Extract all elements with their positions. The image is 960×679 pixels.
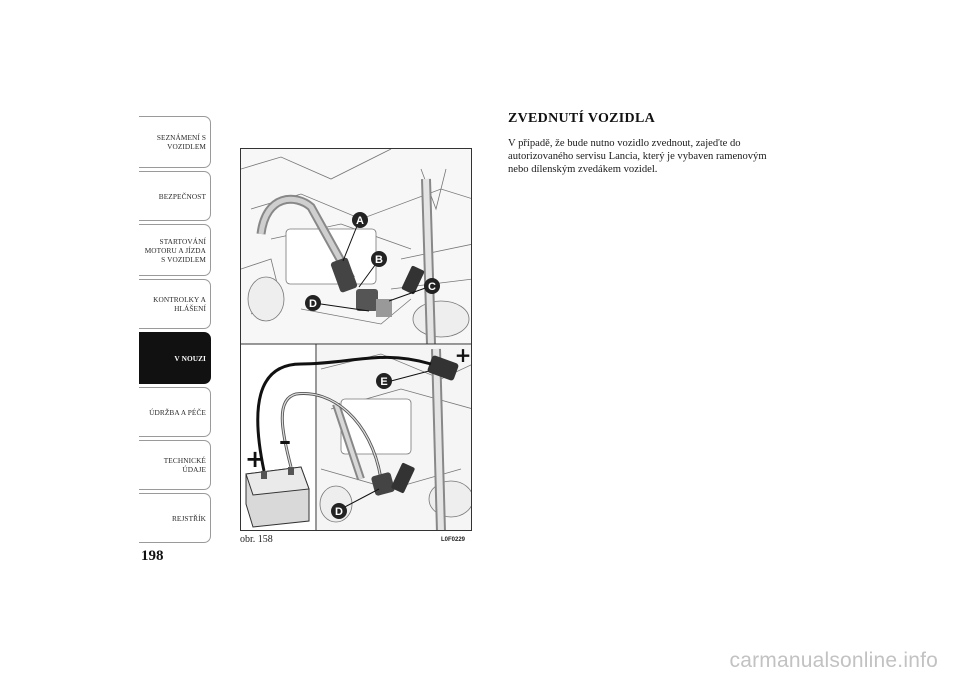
- callout-a: A: [356, 215, 364, 227]
- tab-label: BEZPEČNOST: [158, 191, 206, 201]
- plus-sign-terminal: +: [454, 343, 472, 367]
- tab-label: STARTOVÁNÍ MOTORU A JÍZDA S VOZIDLEM: [144, 236, 206, 264]
- callout-b: B: [375, 254, 383, 266]
- tab-label: KONTROLKY A HLÁŠENÍ: [153, 295, 206, 313]
- section-body: V případě, že bude nutno vozidlo zvednout, zajeďte do autorizovaného servisu Lancia, který je vybaven ramenovým nebo dílenským zvedákem vozidel.: [508, 138, 767, 175]
- page-number: 198: [141, 548, 164, 564]
- terminal-top: [376, 299, 392, 317]
- callout-d-bottom: D: [335, 506, 343, 518]
- tab-seznameni[interactable]: [139, 116, 211, 168]
- tab-technicke[interactable]: [139, 440, 211, 490]
- external-battery: [246, 467, 309, 527]
- tab-kontrolky[interactable]: [139, 279, 211, 329]
- tab-label: REJSTŘÍK: [171, 513, 206, 523]
- figure-code: L0F0229: [441, 537, 466, 543]
- callout-e: E: [380, 376, 388, 388]
- tab-label: TECHNICKÉ ÚDAJE: [163, 456, 206, 474]
- connector-b: [356, 289, 378, 311]
- illustration-svg: [241, 149, 472, 531]
- tab-label: SEZNÁMENÍ S VOZIDLEM: [156, 133, 206, 151]
- section-heading: ZVEDNUTÍ VOZIDLA: [508, 111, 656, 126]
- plus-sign-battery: +: [244, 445, 266, 473]
- callout-c: C: [428, 281, 436, 293]
- watermark-text: carmanualsonline.info: [729, 649, 938, 672]
- tab-bezpecnost[interactable]: [139, 171, 211, 221]
- tab-label: ÚDRŽBA A PÉČE: [149, 407, 206, 417]
- tab-v-nouzi[interactable]: [139, 332, 211, 384]
- tab-udrzba[interactable]: [139, 387, 211, 437]
- tab-label: V NOUZI: [174, 353, 206, 363]
- tab-startovani[interactable]: [139, 224, 211, 276]
- tab-rejstrik[interactable]: [139, 493, 211, 543]
- minus-sign-battery: –: [279, 427, 291, 455]
- callout-d-top: D: [309, 298, 317, 310]
- figure-caption: obr. 158: [240, 534, 273, 545]
- battery-illustration: [240, 148, 472, 531]
